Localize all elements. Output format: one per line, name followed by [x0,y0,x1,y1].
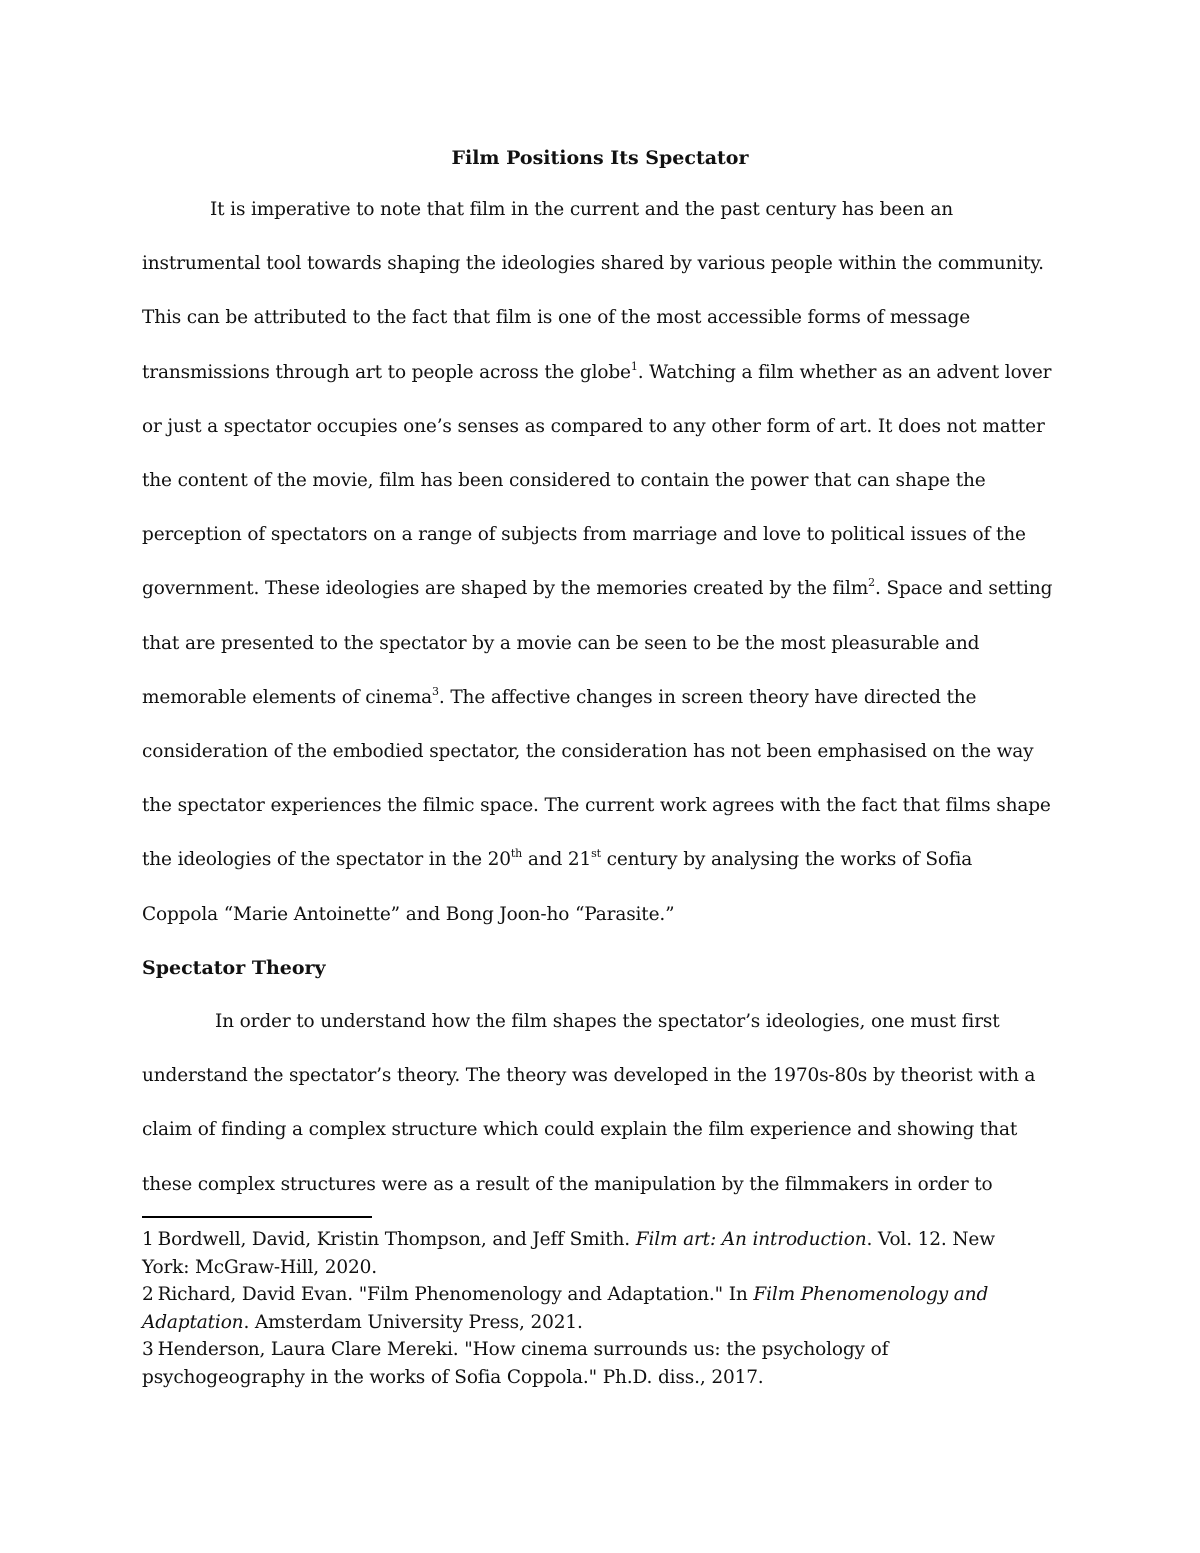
footnote-text: Bordwell, David, Kristin Thompson, and Jeff Smith. [157,1229,636,1250]
paragraph-line: that are presented to the spectator by a movie can be seen to be the most pleasurable and [142,632,980,654]
section-paragraph [142,995,1062,1212]
intro-paragraph [142,183,1062,942]
footnote-1 [142,1226,1062,1281]
footnote-ref-2[interactable]: 2 [868,576,875,590]
paragraph-line: It is imperative to note that film in the current and the past century has been an [210,199,954,220]
paragraph-line [142,671,1062,725]
footnote-text: Henderson, Laura Clare Mereki. "How cinema surrounds us: the psychology of [157,1339,889,1360]
footnote-number: 2 [142,1284,154,1305]
paragraph-line: Coppola “Marie Antoinette” and Bong Joon-ho “Parasite.” [142,903,675,925]
line-text: the ideologies of the spectator in the 20 [142,849,511,871]
footnote-title: Film art: An introduction [635,1229,867,1250]
paragraph-line: claim of finding a complex structure which could explain the film experience and showing that [142,1119,1018,1141]
footnote-divider [142,1216,372,1218]
footnote-title: Film Phenomenology and [753,1284,989,1305]
footnotes [142,1226,1062,1391]
footnote-ref-3[interactable]: 3 [432,684,439,698]
paragraph-line: understand the spectator’s theory. The theory was developed in the 1970s-80s by theorist with a [142,1065,1036,1087]
paragraph-line: these complex structures were as a result of the manipulation by the filmmakers in order to [142,1173,993,1195]
footnote-number: 3 [142,1339,154,1360]
line-text: century by analysing the works of Sofia [600,849,973,871]
footnote-text: . Amsterdam University Press, 2021. [243,1311,583,1333]
footnote-line: psychogeography in the works of Sofia Coppola." Ph.D. diss., 2017. [142,1366,764,1388]
paragraph-line: the spectator experiences the filmic space. The current work agrees with the fact that films shape [142,795,1051,817]
paragraph-line: instrumental tool towards shaping the ideologies shared by various people within the community. [142,253,1044,275]
footnote-line: York: McGraw-Hill, 2020. [142,1256,377,1278]
footnote-2 [142,1281,1062,1336]
line-text: and 21 [522,849,592,871]
line-text: . The affective changes in screen theory have directed the [438,686,977,708]
footnote-line [142,1309,1062,1337]
paragraph-line [142,833,1062,887]
ordinal-suffix: st [591,847,601,861]
paragraph-line: perception of spectators on a range of subjects from marriage and love to political issues of the [142,524,1026,546]
section-heading: Spectator Theory [142,957,326,979]
paragraph-line [142,562,1062,616]
paragraph-line: consideration of the embodied spectator, the consideration has not been emphasised on the way [142,741,1034,763]
paragraph-line: This can be attributed to the fact that film is one of the most accessible forms of message [142,307,971,329]
line-text: memorable elements of cinema [142,686,433,708]
footnote-line [142,1336,1062,1364]
line-text: transmissions through art to people across the globe [142,361,631,383]
ordinal-suffix: th [510,847,523,861]
footnote-number: 1 [142,1229,154,1250]
line-text: . Space and setting [874,578,1053,600]
line-text: government. These ideologies are shaped by the memories created by the film [142,578,869,600]
footnote-title: Adaptation [142,1311,244,1333]
line-text: . Watching a film whether as an advent lover [637,361,1052,383]
footnote-text: . Vol. 12. New [866,1229,995,1250]
footnote-text: Richard, David Evan. "Film Phenomenology and Adaptation." In [157,1284,754,1305]
footnote-3 [142,1336,1062,1391]
footnote-line [142,1281,1062,1309]
document-title: Film Positions Its Spectator [451,147,749,169]
footnote-line [142,1226,1062,1254]
footnote-ref-1[interactable]: 1 [630,359,638,373]
paragraph-line: the content of the movie, film has been considered to contain the power that can shape the [142,470,986,492]
paragraph-line [142,346,1062,400]
paragraph-line: or just a spectator occupies one’s senses as compared to any other form of art. It does not matter [142,415,1045,437]
paragraph-line: In order to understand how the film shapes the spectator’s ideologies, one must first [215,1011,1000,1032]
